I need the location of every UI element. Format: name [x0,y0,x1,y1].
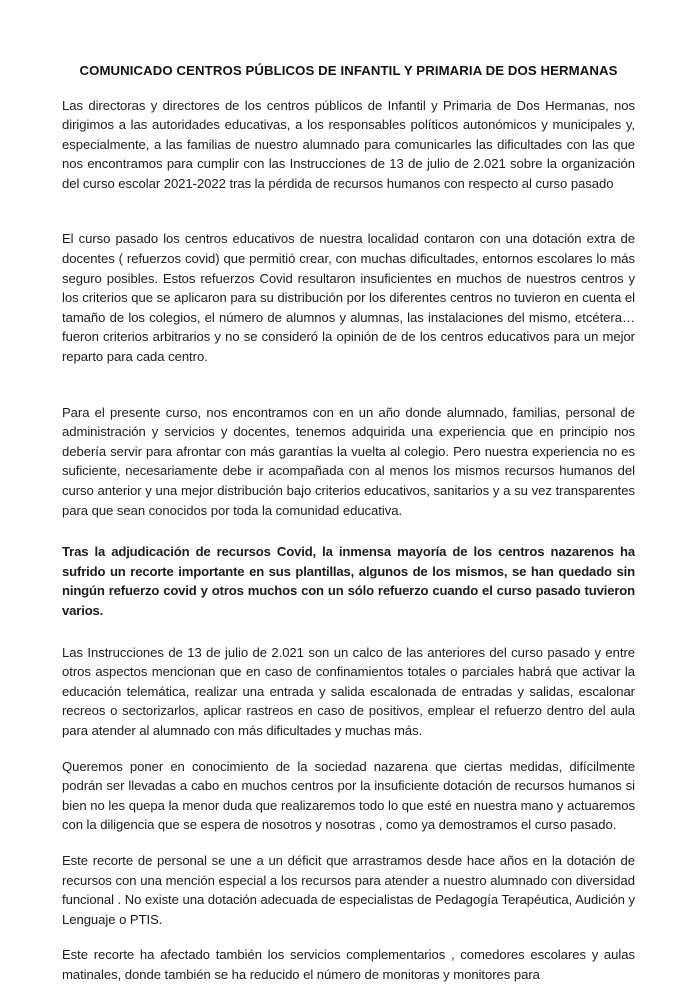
paragraph-recorte-personal: Este recorte de personal se une a un déficit que arrastramos desde hace años en la dotación de recursos con una mención especial a los recursos para atender a nuestro alumnado con diversidad funcional . No existe una dotación adecuada de especialistas de Pedagogía Terapéutica, Audición y Lenguaje o PTIS. [62,852,635,927]
spacer-4 [62,621,635,643]
paragraph-queremos-poner: Queremos poner en conocimiento de la sociedad nazarena que ciertas medidas, difícilmente podrán ser llevadas a cabo en muchos centros por la insuficiente dotación de recursos humanos si bien no les quepa la menor duda que realizaremos todo lo que esté en nuestra mano y actuaremos con la diligencia que se espera de nosotros y nosotras , como ya demostramos el curso pasado. [62,758,635,833]
paragraph-curso-pasado: El curso pasado los centros educativos de nuestra localidad contaron con una dotación extra de docentes ( refuerzos covid) que permitió crear, con muchas dificultades, entornos escolares lo más seguro posibles. Estos refuerzos Covid resultaron insuficientes en muchos de nuestros centros y los criterios que se aplicaron para su distribución por los diferentes centros no tuvieron en cuenta el tamaño de los colegios, el número de alumnos y alumnas, las instalaciones del mismo, etcétera…fueron criterios arbitrarios y no se consideró la opinión de de los centros educativos para un mejor reparto para cada centro. [62,231,635,365]
paragraph-servicios-complementarios: Este recorte ha afectado también los servicios complementarios , comedores escolares y aulas matinales, donde también se ha reducido el número de monitoras y monitores para [62,947,635,982]
document-body [62,0,635,984]
paragraph-presentacion: Las directoras y directores de los centros públicos de Infantil y Primaria de Dos Hermanas, nos dirigimos a las autoridades educativas, a los responsables políticos autonómicos y municipales y, especialmente, a las familias de nuestro alumnado para comunicarles las dificultades con las que nos encontramos para cumplir con las Instrucciones de 13 de julio de 2.021 sobre la organización del curso escolar 2021-2022 tras la pérdida de recursos humanos con respecto al curso pasado [62,97,635,191]
page-title [62,0,635,81]
page-title-text: COMUNICADO CENTROS PÚBLICOS DE INFANTIL Y PRIMARIA DE DOS HERMANAS [79,63,618,78]
spacer-2 [62,367,635,403]
paragraph-presente-curso: Para el presente curso, nos encontramos con en un año donde alumnado, familias, personal de administración y servicios y docentes, tenemos adquirida una experiencia que en principio nos debería servir para afrontar con más garantías la vuelta al colegio. Pero nuestra experiencia no es suficiente, necesariamente debe ir acompañada con al menos los mismos recursos humanos del curso anterior y una mejor distribución bajo criterios educativos, sanitarios y a su vez transparentes para que sean conocidos por toda la comunidad educativa. [62,404,635,518]
paragraph-adjudicacion-destacado: Tras la adjudicación de recursos Covid, la inmensa mayoría de los centros nazarenos ha sufrido un recorte importante en sus plantillas, algunos de los mismos, se han quedado sin ningún refuerzo covid y otros muchos con un sólo refuerzo cuando el curso pasado tuvieron varios. [62,544,635,618]
spacer-1 [62,193,635,229]
spacer-after-title [62,81,635,96]
paragraph-instrucciones: Las Instrucciones de 13 de julio de 2.021 son un calco de las anteriores del curso pasado y entre otros aspectos mencionan que en caso de confinamientos totales o parciales habrá que activar la educación telemática, realizar una entrada y salida escalonada de entradas y salidas, escalonar recreos o sectorizarlos, aplicar rastreos en caso de positivos, emplear el refuerzo dentro del aula para atender al alumnado con más dificultades y muchas más. [62,644,635,738]
spacer-5 [62,741,635,757]
spacer-7 [62,929,635,945]
spacer-3 [62,520,635,542]
spacer-6 [62,835,635,851]
